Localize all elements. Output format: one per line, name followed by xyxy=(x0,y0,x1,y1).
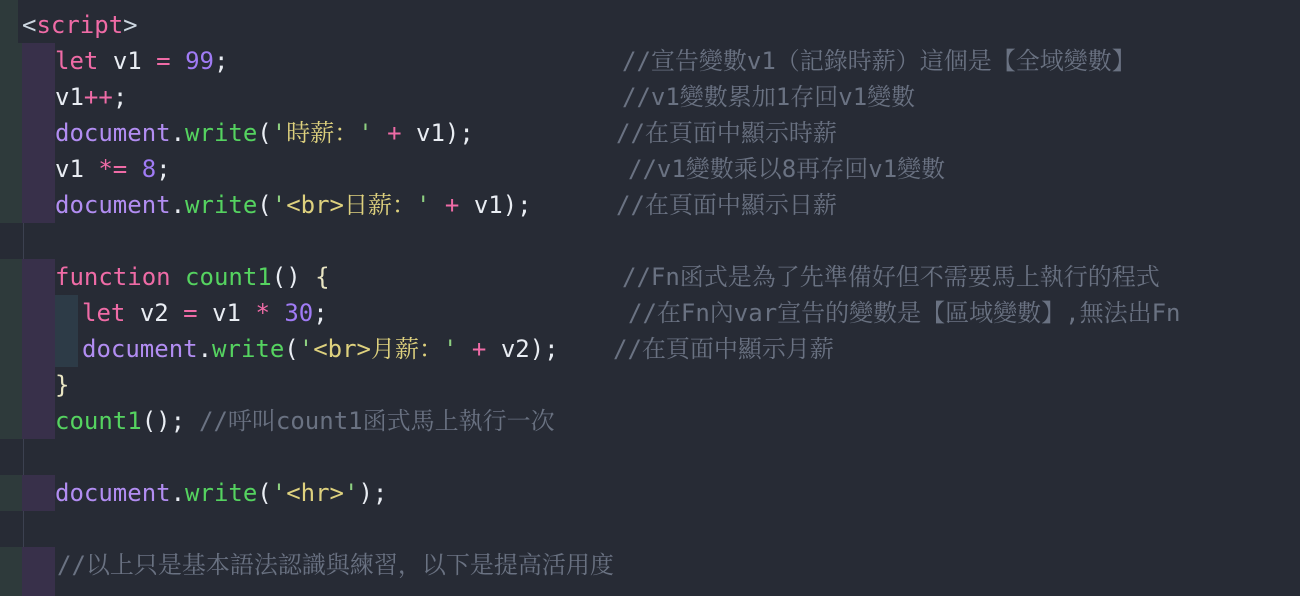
code-token-plain: () xyxy=(271,263,301,291)
code-token-op: = xyxy=(156,47,171,75)
indent-highlight-purple xyxy=(22,187,55,223)
code-token-tag: script xyxy=(36,11,124,39)
code-token-plain xyxy=(125,299,139,327)
indent-highlight-purple xyxy=(22,403,55,439)
code-token-num: 8 xyxy=(141,155,157,183)
code-line[interactable] xyxy=(0,115,1300,151)
indent-highlight-purple xyxy=(22,259,55,295)
code-line[interactable] xyxy=(0,547,1300,583)
code-token-strq: ' xyxy=(358,119,373,147)
code-token-var: v1 xyxy=(416,119,445,147)
code-token-op: *= xyxy=(98,155,128,183)
code-token-plain xyxy=(402,119,416,147)
indent-highlight-teal xyxy=(0,367,22,403)
indent-highlight-purple xyxy=(22,331,55,367)
indent-highlight-purple xyxy=(22,367,55,403)
comment-text: //v1變數累加1存回v1變數 xyxy=(622,83,916,111)
code-token-str: 時薪： xyxy=(286,119,359,147)
code-token-strq: ' xyxy=(344,479,359,507)
code-line[interactable] xyxy=(0,0,1300,7)
code-token-plain: ( xyxy=(257,119,272,147)
indent-highlight-purple xyxy=(22,43,55,79)
code-token-op: * xyxy=(255,299,270,327)
code-token-kw: function xyxy=(55,263,171,291)
indent-highlight-teal xyxy=(0,403,22,439)
code-line[interactable] xyxy=(0,295,1300,331)
code-token-plain xyxy=(169,299,183,327)
code-token-fn: count1 xyxy=(185,263,272,291)
code-text xyxy=(55,367,69,403)
code-token-obj: document xyxy=(55,479,171,507)
code-line[interactable] xyxy=(0,331,1300,367)
code-token-var: v1 xyxy=(212,299,241,327)
indent-highlight-teal xyxy=(0,151,22,187)
code-token-kw: let xyxy=(82,299,126,327)
code-token-strq: ' xyxy=(271,119,287,147)
code-line[interactable] xyxy=(0,187,1300,223)
code-token-plain xyxy=(270,299,284,327)
indent-highlight-purple xyxy=(22,115,55,151)
code-token-var: v1 xyxy=(55,83,84,111)
code-token-fn: write xyxy=(185,479,258,507)
indent-highlight-teal xyxy=(0,295,22,331)
indent-highlight-teal xyxy=(0,259,22,295)
code-token-plain xyxy=(198,299,212,327)
code-token-plain: . xyxy=(197,335,213,363)
code-token-strq: ' xyxy=(443,335,458,363)
code-token-plain: ); xyxy=(444,119,474,147)
code-token-plain: (); xyxy=(141,407,186,435)
code-token-plain: ( xyxy=(284,335,299,363)
indent-highlight-teal xyxy=(0,547,22,583)
indent-highlight-purple xyxy=(22,295,55,331)
code-token-strq: ' xyxy=(271,191,287,219)
code-token-plain: ; xyxy=(156,155,171,183)
code-token-str: <br>日薪： xyxy=(286,191,416,219)
code-token-op: + xyxy=(444,191,460,219)
indent-highlight-purple xyxy=(22,583,55,596)
code-text xyxy=(82,295,328,331)
code-text xyxy=(55,151,171,187)
code-token-plain xyxy=(301,263,315,291)
indent-highlight-teal xyxy=(0,43,22,79)
code-token-kw: let xyxy=(55,47,99,75)
indent-highlight-purple xyxy=(22,475,55,511)
code-token-plain: ; xyxy=(213,47,229,75)
code-token-var: v2 xyxy=(139,299,169,327)
code-token-plain: . xyxy=(170,191,186,219)
code-line[interactable] xyxy=(0,367,1300,403)
code-token-op: + xyxy=(471,335,487,363)
code-token-plain xyxy=(98,47,112,75)
code-token-plain: ; xyxy=(112,83,128,111)
code-token-plain xyxy=(142,47,156,75)
code-token-obj: document xyxy=(55,191,171,219)
code-token-plain xyxy=(457,335,471,363)
code-token-plain xyxy=(430,191,444,219)
code-token-brace: { xyxy=(315,263,330,291)
indent-highlight-blue xyxy=(55,295,78,331)
indent-highlight-teal xyxy=(0,475,22,511)
code-token-op: ++ xyxy=(83,83,113,111)
code-text xyxy=(82,331,559,367)
code-line[interactable] xyxy=(0,403,1300,439)
indent-highlight-purple xyxy=(22,79,55,115)
code-text xyxy=(55,259,330,295)
code-token-plain: ( xyxy=(257,191,272,219)
code-token-var: v2 xyxy=(500,335,530,363)
code-token-plain xyxy=(171,263,185,291)
code-token-plain: ( xyxy=(257,479,272,507)
code-text xyxy=(55,79,127,115)
code-token-plain: ); xyxy=(529,335,559,363)
comment-text: //宣告變數v1（記錄時薪）這個是【全域變數】 xyxy=(622,47,1136,75)
code-text xyxy=(55,475,387,511)
code-token-plain xyxy=(459,191,473,219)
code-token-fn: write xyxy=(212,335,285,363)
code-token-num: 30 xyxy=(284,299,314,327)
indent-highlight-purple xyxy=(22,547,55,583)
code-line[interactable] xyxy=(0,79,1300,115)
code-token-tagpunct: > xyxy=(123,11,138,39)
comment-text: //在頁面中顯示月薪 xyxy=(613,335,834,363)
code-token-var: v1 xyxy=(112,47,142,75)
code-token-plain xyxy=(84,155,98,183)
code-token-plain: ; xyxy=(313,299,328,327)
comment-text: //v1變數乘以8再存回v1變數 xyxy=(628,155,946,183)
code-token-obj: document xyxy=(82,335,198,363)
code-text xyxy=(55,187,532,223)
code-token-plain xyxy=(127,155,141,183)
indent-highlight-teal xyxy=(0,331,22,367)
comment-text: //以上只是基本語法認識與練習，以下是提高活用度 xyxy=(57,551,614,579)
code-token-strq: ' xyxy=(271,479,287,507)
code-token-plain xyxy=(373,119,387,147)
indent-highlight-purple xyxy=(22,151,55,187)
comment-text: //在頁面中顯示時薪 xyxy=(616,119,837,147)
code-token-strq: ' xyxy=(298,335,314,363)
code-token-num: 99 xyxy=(185,47,214,75)
comment-text: //在Fn內var宣告的變數是【區域變數】,無法出Fn xyxy=(628,299,1181,327)
indent-highlight-blue xyxy=(55,331,78,367)
code-token-str: <br>月薪： xyxy=(313,335,443,363)
comment-text: //在頁面中顯示日薪 xyxy=(616,191,837,219)
code-line[interactable] xyxy=(0,511,1300,547)
code-token-tagpunct: < xyxy=(22,11,37,39)
indent-guide xyxy=(23,223,24,259)
code-token-strq: ' xyxy=(416,191,431,219)
comment-text: //Fn函式是為了先準備好但不需要馬上執行的程式 xyxy=(622,263,1160,291)
code-line[interactable] xyxy=(0,43,1300,79)
code-token-plain: . xyxy=(170,119,186,147)
code-token-plain: . xyxy=(170,479,186,507)
indent-highlight-teal xyxy=(0,79,22,115)
code-line[interactable] xyxy=(0,583,1300,596)
code-line[interactable] xyxy=(0,259,1300,295)
code-text xyxy=(22,7,138,43)
code-token-obj: document xyxy=(55,119,171,147)
code-token-plain xyxy=(171,47,185,75)
code-text xyxy=(55,43,228,79)
code-line[interactable] xyxy=(0,439,1300,475)
code-token-var: v1 xyxy=(55,155,84,183)
code-token-op: + xyxy=(387,119,402,147)
code-text xyxy=(55,115,474,151)
indent-highlight-teal xyxy=(0,115,22,151)
code-token-brace: } xyxy=(55,371,70,399)
comment-text: //呼叫count1函式馬上執行一次 xyxy=(199,407,555,435)
indent-highlight-teal xyxy=(0,187,22,223)
code-token-fn: write xyxy=(185,191,258,219)
indent-guide xyxy=(23,511,24,547)
code-token-plain xyxy=(486,335,500,363)
code-line[interactable] xyxy=(0,151,1300,187)
code-token-plain: ); xyxy=(358,479,388,507)
indent-highlight-teal xyxy=(0,583,22,596)
code-line[interactable] xyxy=(0,7,1300,43)
code-line[interactable] xyxy=(0,223,1300,259)
indent-guide xyxy=(23,439,24,475)
code-token-fn: write xyxy=(185,119,258,147)
code-token-plain: ); xyxy=(502,191,532,219)
code-token-fn: count1 xyxy=(55,407,142,435)
code-token-plain xyxy=(241,299,255,327)
code-token-str: <hr> xyxy=(286,479,344,507)
indent-highlight-teal xyxy=(0,7,18,43)
code-line[interactable] xyxy=(0,475,1300,511)
code-token-op: = xyxy=(183,299,198,327)
indent-highlight-teal xyxy=(0,0,18,7)
code-token-var: v1 xyxy=(473,191,503,219)
code-text xyxy=(55,403,185,439)
